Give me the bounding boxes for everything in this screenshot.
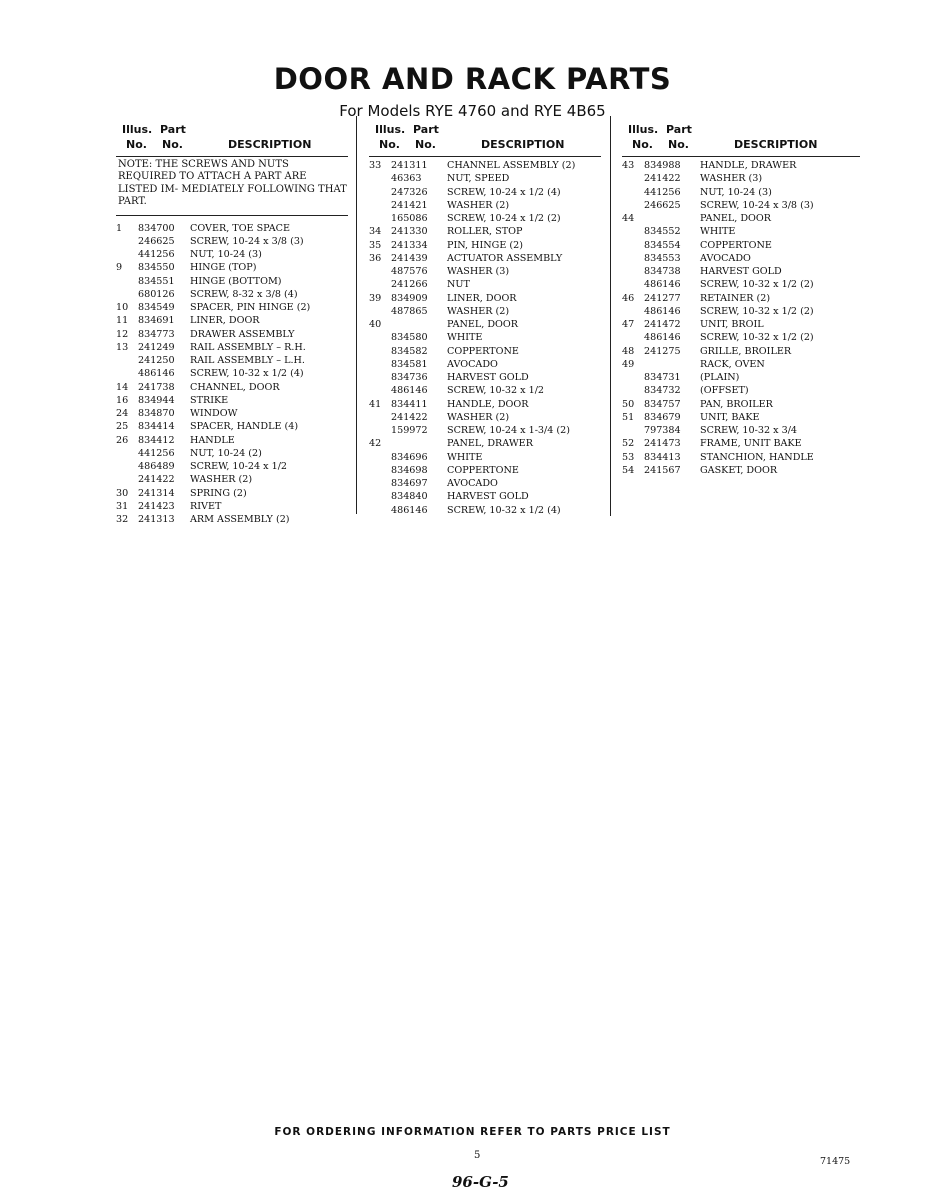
part-number: 441256 — [644, 186, 681, 198]
part-row — [369, 186, 601, 199]
part-row — [622, 212, 860, 225]
part-number: 441256 — [138, 249, 175, 261]
part-row — [369, 437, 601, 450]
illus-number: 31 — [116, 500, 129, 512]
document-code: 71475 — [820, 1156, 851, 1167]
part-description: HANDLE, DOOR — [447, 398, 529, 410]
part-row — [622, 265, 860, 278]
part-description: GASKET, DOOR — [700, 464, 778, 476]
part-row — [622, 398, 860, 411]
part-row — [116, 288, 348, 301]
part-row — [622, 172, 860, 185]
part-row — [622, 252, 860, 265]
part-row — [116, 487, 348, 500]
part-row — [622, 451, 860, 464]
part-number: 834738 — [644, 266, 681, 277]
part-description: HANDLE, DRAWER — [700, 160, 797, 171]
header-illus: Illus. — [122, 123, 153, 136]
part-number: 834552 — [644, 226, 681, 238]
part-number: 241473 — [644, 438, 681, 450]
part-description: SCREW, 10-24 x 1/2 (4) — [447, 186, 561, 198]
part-description: PANEL, DOOR — [700, 213, 772, 224]
part-number: 834696 — [391, 451, 428, 463]
part-description: LINER, DOOR — [447, 292, 517, 304]
parts-column-3 — [622, 122, 860, 477]
header-description: DESCRIPTION — [228, 138, 312, 151]
part-number: 834582 — [391, 345, 428, 357]
illus-number: 12 — [116, 328, 129, 340]
part-description: SCREW, 10-24 x 1-3/4 (2) — [447, 425, 571, 436]
illus-number: 16 — [116, 394, 129, 406]
part-row — [622, 225, 860, 238]
part-row — [369, 345, 601, 358]
part-number: 241422 — [138, 474, 175, 486]
part-number: 834412 — [138, 434, 175, 446]
part-number: 241275 — [644, 345, 681, 357]
part-number: 486146 — [138, 368, 175, 380]
part-number: 241422 — [644, 173, 681, 185]
column-divider — [610, 116, 611, 516]
part-description: HINGE (BOTTOM) — [190, 275, 282, 287]
header-rule — [116, 156, 348, 157]
part-number: 834553 — [644, 252, 681, 264]
part-description: WASHER (3) — [700, 173, 763, 185]
header-part: Part — [160, 123, 186, 136]
part-number: 486146 — [391, 385, 428, 397]
part-description: NUT, 10-24 (3) — [700, 186, 772, 198]
part-description: WASHER (2) — [190, 474, 253, 486]
part-number: 834988 — [644, 160, 681, 171]
part-description: ROLLER, STOP — [447, 226, 523, 238]
part-number: 834944 — [138, 394, 175, 406]
part-number: 486146 — [644, 279, 681, 291]
part-description: COPPERTONE — [447, 345, 519, 357]
part-description: COPPERTONE — [447, 464, 519, 476]
part-row — [116, 261, 348, 274]
part-number: 241422 — [391, 411, 428, 423]
part-number: 241423 — [138, 500, 175, 512]
part-description: SCREW, 10-24 x 1/2 — [190, 461, 288, 473]
part-number: 834731 — [644, 372, 681, 383]
header-part: Part — [413, 123, 439, 136]
part-description: ARM ASSEMBLY (2) — [190, 514, 290, 526]
parts-list — [369, 159, 601, 517]
part-row — [622, 345, 860, 358]
part-row — [369, 398, 601, 411]
part-description: AVOCADO — [700, 252, 751, 264]
page-number: 5 — [474, 1150, 481, 1161]
part-description: (PLAIN) — [700, 372, 740, 383]
illus-number: 35 — [369, 239, 382, 251]
part-row — [622, 186, 860, 199]
part-row — [369, 239, 601, 252]
illus-number: 46 — [622, 292, 635, 304]
part-row — [622, 464, 860, 477]
note-rule — [116, 215, 348, 216]
part-number: 834551 — [138, 275, 175, 287]
part-row — [116, 341, 348, 354]
part-description: NUT, 10-24 (2) — [190, 447, 262, 459]
part-row — [622, 411, 860, 424]
part-number: 247326 — [391, 186, 428, 198]
part-number: 797384 — [644, 425, 681, 436]
part-row — [622, 424, 860, 437]
illus-number: 24 — [116, 408, 129, 420]
part-description: PAN, BROILER — [700, 398, 773, 410]
part-number: 165086 — [391, 213, 428, 224]
part-row — [369, 252, 601, 265]
part-description: SCREW, 10-32 x 1/2 (2) — [700, 279, 814, 291]
part-description: CHANNEL ASSEMBLY (2) — [447, 160, 576, 171]
part-number: 241421 — [391, 199, 428, 211]
part-number: 834698 — [391, 464, 428, 476]
part-description: SCREW, 10-32 x 1/2 (4) — [447, 504, 561, 516]
part-description: HARVEST GOLD — [447, 491, 529, 503]
part-description: SCREW, 10-32 x 1/2 (4) — [190, 368, 304, 380]
part-description: (OFFSET) — [700, 385, 749, 397]
part-number: 487865 — [391, 305, 428, 317]
part-number: 834691 — [138, 315, 175, 327]
part-description: GRILLE, BROILER — [700, 345, 792, 357]
part-number: 834909 — [391, 292, 428, 304]
part-number: 241313 — [138, 514, 175, 526]
part-row — [369, 292, 601, 305]
part-row — [369, 490, 601, 503]
part-number: 441256 — [138, 447, 175, 459]
part-number: 487576 — [391, 266, 428, 277]
illus-number: 49 — [622, 358, 635, 370]
page-title: DOOR AND RACK PARTS — [273, 62, 672, 96]
column-header — [116, 122, 348, 154]
parts-list — [116, 222, 348, 527]
part-row — [622, 239, 860, 252]
part-description: RAIL ASSEMBLY – L.H. — [190, 355, 305, 367]
part-number: 241250 — [138, 355, 175, 367]
header-rule — [622, 156, 860, 157]
illus-number: 9 — [116, 262, 123, 274]
illus-number: 11 — [116, 315, 129, 327]
illus-number: 34 — [369, 226, 382, 238]
part-row — [369, 504, 601, 517]
part-number: 246625 — [644, 199, 681, 211]
part-description: RAIL ASSEMBLY – R.H. — [190, 341, 306, 353]
part-description: WASHER (3) — [447, 266, 510, 277]
part-row — [369, 464, 601, 477]
part-row — [369, 199, 601, 212]
part-row — [369, 278, 601, 291]
part-row — [622, 159, 860, 172]
part-number: 834697 — [391, 478, 428, 489]
part-number: 241311 — [391, 160, 428, 171]
part-row — [116, 381, 348, 394]
illus-number: 50 — [622, 398, 635, 410]
part-row — [116, 222, 348, 235]
part-description: RETAINER (2) — [700, 292, 771, 304]
illus-number: 44 — [622, 213, 635, 224]
illus-number: 14 — [116, 381, 129, 393]
part-description: HARVEST GOLD — [447, 372, 529, 383]
illus-number: 10 — [116, 302, 129, 314]
part-description: WINDOW — [190, 408, 238, 420]
part-row — [116, 407, 348, 420]
illus-number: 32 — [116, 514, 129, 526]
part-row — [116, 460, 348, 473]
part-description: UNIT, BROIL — [700, 319, 764, 330]
illus-number: 33 — [369, 160, 382, 171]
part-row — [369, 371, 601, 384]
part-row — [369, 172, 601, 185]
part-description: UNIT, BAKE — [700, 411, 760, 423]
part-description: HINGE (TOP) — [190, 262, 257, 274]
part-number: 241330 — [391, 226, 428, 238]
header-rule — [369, 156, 601, 157]
part-description: CHANNEL, DOOR — [190, 381, 280, 393]
part-description: DRAWER ASSEMBLY — [190, 328, 295, 340]
parts-list — [622, 159, 860, 477]
part-row — [369, 318, 601, 331]
part-row — [369, 331, 601, 344]
header-no: No. — [632, 138, 653, 151]
part-number: 834554 — [644, 239, 681, 251]
part-row — [116, 394, 348, 407]
part-row — [369, 225, 601, 238]
part-number: 680126 — [138, 288, 175, 300]
part-description: ACTUATOR ASSEMBLY — [447, 252, 563, 264]
part-description: SCREW, 10-32 x 1/2 (2) — [700, 305, 814, 317]
part-description: WHITE — [700, 226, 736, 238]
part-number: 241249 — [138, 341, 175, 353]
illus-number: 1 — [116, 222, 123, 234]
part-row — [622, 305, 860, 318]
part-number: 241314 — [138, 487, 175, 499]
part-number: 834414 — [138, 421, 175, 433]
illus-number: 54 — [622, 464, 635, 476]
part-description: PANEL, DOOR — [447, 319, 519, 330]
part-description: FRAME, UNIT BAKE — [700, 438, 802, 450]
header-part: Part — [666, 123, 692, 136]
part-description: AVOCADO — [447, 358, 498, 370]
part-row — [116, 420, 348, 433]
part-description: SCREW, 10-32 x 3/4 — [700, 425, 798, 436]
part-number: 834549 — [138, 302, 175, 314]
part-description: SCREW, 10-24 x 3/8 (3) — [700, 199, 814, 211]
part-description: WHITE — [447, 332, 483, 344]
illus-number: 40 — [369, 319, 382, 330]
illus-number: 41 — [369, 398, 382, 410]
part-description: STANCHION, HANDLE — [700, 451, 814, 463]
part-description: SCREW, 10-32 x 1/2 (2) — [700, 332, 814, 344]
part-description: WASHER (2) — [447, 199, 510, 211]
part-number: 46363 — [391, 173, 422, 185]
header-illus: Illus. — [628, 123, 659, 136]
illus-number: 42 — [369, 438, 382, 450]
part-row — [116, 500, 348, 513]
part-row — [369, 358, 601, 371]
part-description: WASHER (2) — [447, 411, 510, 423]
part-row — [622, 292, 860, 305]
part-row — [116, 473, 348, 486]
part-description: SCREW, 10-24 x 3/8 (3) — [190, 235, 304, 247]
part-row — [369, 411, 601, 424]
part-number: 246625 — [138, 235, 175, 247]
part-number: 486146 — [391, 504, 428, 516]
part-number: 834736 — [391, 372, 428, 383]
illus-number: 47 — [622, 319, 635, 330]
part-number: 834773 — [138, 328, 175, 340]
part-number: 834732 — [644, 385, 681, 397]
part-number: 241472 — [644, 319, 681, 330]
ordering-footer: FOR ORDERING INFORMATION REFER TO PARTS PRICE LIST — [274, 1126, 671, 1138]
part-row — [622, 278, 860, 291]
part-description: NUT, SPEED — [447, 173, 510, 185]
part-description: HARVEST GOLD — [700, 266, 782, 277]
assembly-note: NOTE: THE SCREWS AND NUTS REQUIRED TO ATTACH A PART ARE LISTED IM- MEDIATELY FOLLOWING THAT PART. — [118, 159, 347, 208]
illus-number: 43 — [622, 160, 635, 171]
part-row — [116, 367, 348, 380]
part-row — [622, 358, 860, 371]
column-header — [369, 122, 601, 154]
part-row — [116, 354, 348, 367]
header-no: No. — [668, 138, 689, 151]
part-row — [369, 477, 601, 490]
parts-column-1 — [116, 122, 348, 526]
part-row — [116, 248, 348, 261]
part-description: NUT — [447, 279, 470, 291]
illus-number: 36 — [369, 252, 382, 264]
part-row — [622, 199, 860, 212]
part-number: 241334 — [391, 239, 428, 251]
part-number: 834550 — [138, 262, 175, 274]
part-description: SCREW, 8-32 x 3/8 (4) — [190, 288, 298, 300]
page-subtitle: For Models RYE 4760 and RYE 4B65 — [339, 102, 606, 120]
part-number: 241439 — [391, 252, 428, 264]
part-number: 834679 — [644, 411, 681, 423]
part-description: LINER, DOOR — [190, 315, 260, 327]
part-description: COVER, TOE SPACE — [190, 222, 291, 234]
part-number: 159972 — [391, 425, 428, 436]
header-no: No. — [379, 138, 400, 151]
part-description: PANEL, DRAWER — [447, 438, 533, 450]
part-row — [369, 451, 601, 464]
part-number: 834581 — [391, 358, 428, 370]
part-row — [369, 212, 601, 225]
part-description: RIVET — [190, 500, 222, 512]
part-row — [622, 437, 860, 450]
part-number: 834411 — [391, 398, 428, 410]
part-description: WASHER (2) — [447, 305, 510, 317]
part-description: NUT, 10-24 (3) — [190, 249, 262, 261]
part-row — [116, 328, 348, 341]
illus-number: 52 — [622, 438, 635, 450]
part-row — [116, 275, 348, 288]
part-number: 486146 — [644, 332, 681, 344]
illus-number: 30 — [116, 487, 129, 499]
part-description: STRIKE — [190, 394, 229, 406]
illus-number: 39 — [369, 292, 382, 304]
part-number: 834870 — [138, 408, 175, 420]
part-row — [622, 371, 860, 384]
part-number: 834700 — [138, 222, 175, 234]
part-number: 241277 — [644, 292, 681, 304]
part-description: WHITE — [447, 451, 483, 463]
part-description: SCREW, 10-24 x 1/2 (2) — [447, 213, 561, 224]
illus-number: 13 — [116, 341, 129, 353]
part-description: SPRING (2) — [190, 487, 247, 499]
part-description: AVOCADO — [447, 478, 498, 489]
illus-number: 25 — [116, 421, 129, 433]
part-row — [116, 235, 348, 248]
illus-number: 53 — [622, 451, 635, 463]
handwritten-mark: 96-G-5 — [452, 1173, 509, 1191]
column-header — [622, 122, 860, 154]
header-description: DESCRIPTION — [481, 138, 565, 151]
part-description: SPACER, HANDLE (4) — [190, 421, 299, 433]
part-row — [369, 265, 601, 278]
parts-column-2 — [369, 122, 601, 517]
part-description: RACK, OVEN — [700, 358, 765, 370]
part-description: COPPERTONE — [700, 239, 772, 251]
header-illus: Illus. — [375, 123, 406, 136]
part-row — [116, 513, 348, 526]
header-no: No. — [162, 138, 183, 151]
part-number: 241567 — [644, 464, 681, 476]
part-description: PIN, HINGE (2) — [447, 239, 523, 251]
part-row — [116, 314, 348, 327]
header-no: No. — [415, 138, 436, 151]
illus-number: 26 — [116, 434, 129, 446]
part-row — [622, 384, 860, 397]
header-no: No. — [126, 138, 147, 151]
part-row — [369, 305, 601, 318]
part-number: 241738 — [138, 381, 175, 393]
part-description: SPACER, PIN HINGE (2) — [190, 302, 311, 314]
part-number: 834757 — [644, 398, 681, 410]
column-divider — [356, 116, 357, 514]
part-row — [369, 424, 601, 437]
part-row — [116, 434, 348, 447]
part-number: 834840 — [391, 491, 428, 503]
part-number: 486489 — [138, 461, 175, 473]
illus-number: 48 — [622, 345, 635, 357]
illus-number: 51 — [622, 411, 635, 423]
part-row — [369, 384, 601, 397]
part-number: 241266 — [391, 279, 428, 291]
part-row — [116, 447, 348, 460]
part-description: SCREW, 10-32 x 1/2 — [447, 385, 545, 397]
part-number: 486146 — [644, 305, 681, 317]
part-row — [622, 318, 860, 331]
part-number: 834413 — [644, 451, 681, 463]
part-description: HANDLE — [190, 434, 235, 446]
part-row — [622, 331, 860, 344]
part-row — [369, 159, 601, 172]
part-number: 834580 — [391, 332, 428, 344]
header-description: DESCRIPTION — [734, 138, 818, 151]
part-row — [116, 301, 348, 314]
